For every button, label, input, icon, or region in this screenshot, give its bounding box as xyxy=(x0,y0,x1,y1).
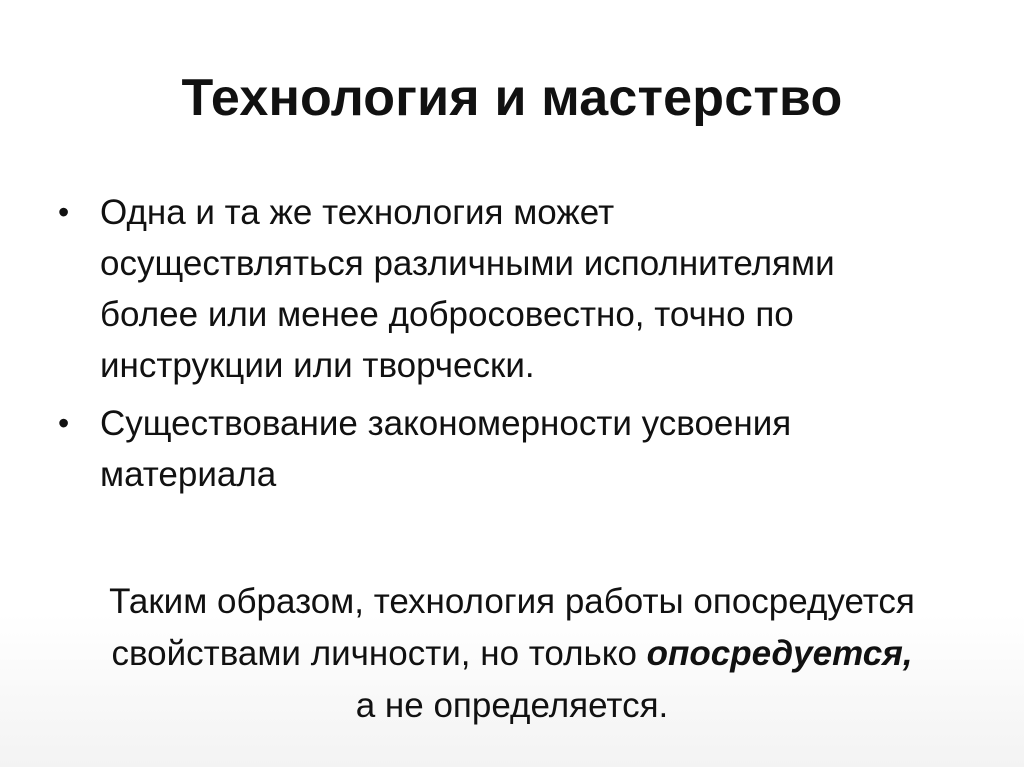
bullet-1-line-3: более или менее добросовестно, точно по xyxy=(100,295,794,334)
bullet-list xyxy=(58,187,958,507)
bullet-1-line-2: осуществляться различными исполнителями xyxy=(100,244,835,283)
bullet-dot-icon: • xyxy=(58,194,70,230)
bullet-item-1 xyxy=(58,187,958,391)
summary-emphasis: опосредуется, xyxy=(646,634,913,673)
bullet-1-line-1: Одна и та же технология может xyxy=(100,193,615,232)
bullet-2-line-1: Существование закономерности усвоения xyxy=(100,404,792,443)
summary-line-2 xyxy=(0,628,1024,680)
bullet-item-2 xyxy=(58,398,958,500)
summary-line-1: Таким образом, технология работы опосредуется xyxy=(109,582,915,621)
bullet-1-line-4: инструкции или творчески. xyxy=(100,346,535,385)
bullet-2-line-2: материала xyxy=(100,455,277,494)
summary-paragraph xyxy=(0,576,1024,732)
summary-line-2-text: свойствами личности, но только xyxy=(111,634,647,673)
slide-title: Технология и мастерство xyxy=(181,69,843,127)
summary-line-3: а не определяется. xyxy=(355,686,669,725)
bullet-dot-icon: • xyxy=(58,405,70,441)
